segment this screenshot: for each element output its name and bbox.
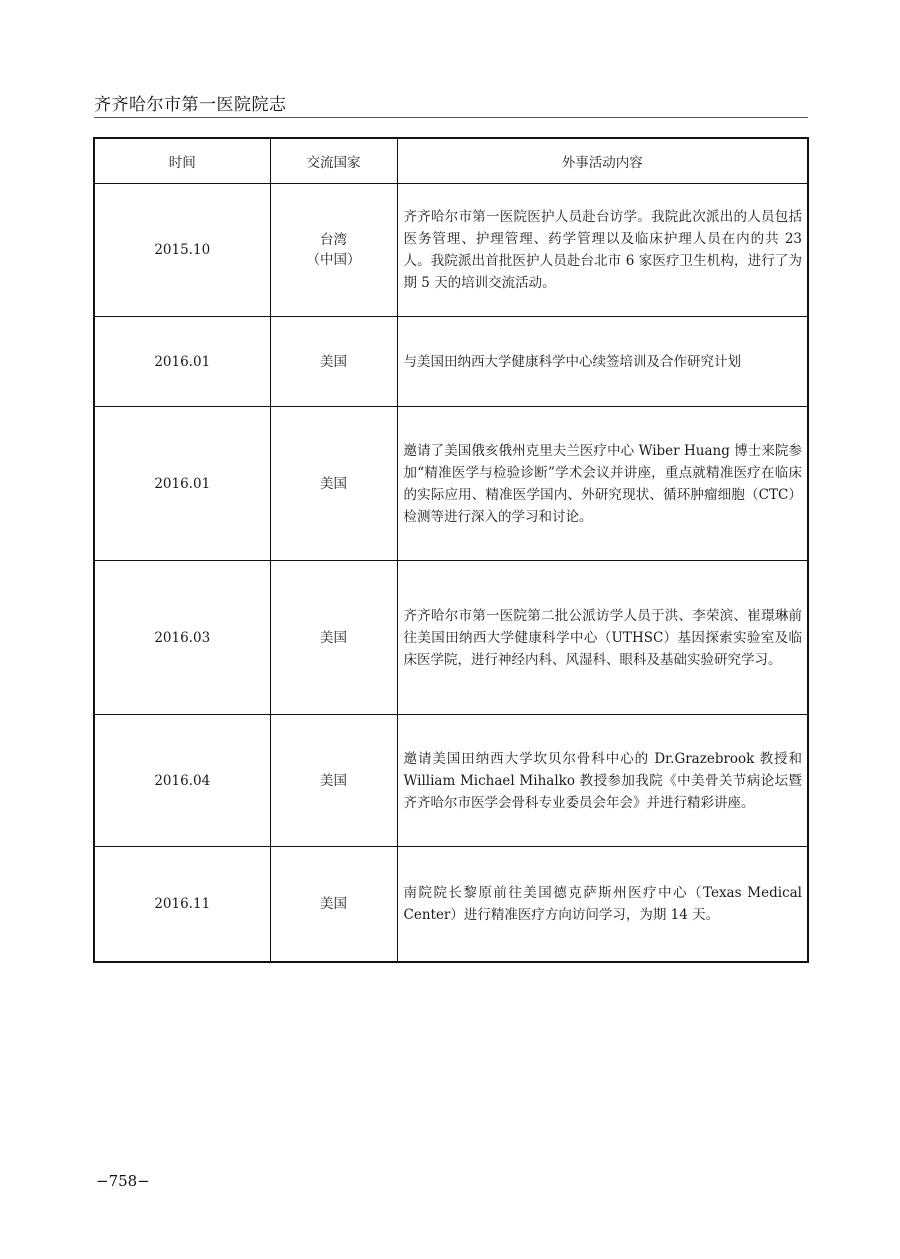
column-header-date: 时间: [94, 138, 270, 184]
column-header-content: 外事活动内容: [397, 138, 808, 184]
foreign-affairs-table: [93, 137, 809, 963]
country-cell: 美国: [270, 317, 397, 407]
content-cell: 齐齐哈尔市第一医院医护人员赴台访学。我院此次派出的人员包括医务管理、护理管理、药学管理以及临床护理人员在内的共 23 人。我院派出首批医护人员赴台北市 6 家医疗卫生机构，进行了为期 5 天的培训交流活动。: [397, 184, 808, 317]
date-cell: 2015.10: [94, 184, 270, 317]
content-cell: 南院院长黎原前往美国德克萨斯州医疗中心（Texas Medical Center）进行精准医疗方向访问学习，为期 14 天。: [397, 847, 808, 963]
country-qualifier: （中国）: [306, 252, 361, 268]
country-cell: 美国: [270, 407, 397, 561]
running-head: 齐齐哈尔市第一医院院志: [94, 95, 287, 115]
table-row: [94, 184, 808, 317]
table-row: [94, 407, 808, 561]
date-cell: 2016.01: [94, 317, 270, 407]
column-header-country: 交流国家: [270, 138, 397, 184]
country-cell: 美国: [270, 715, 397, 847]
date-cell: 2016.11: [94, 847, 270, 963]
table-row: [94, 561, 808, 715]
country-name: 台湾: [320, 232, 347, 248]
table-header-row: [94, 138, 808, 184]
header-rule: [94, 117, 808, 118]
country-cell: 美国: [270, 847, 397, 963]
table-row: [94, 847, 808, 963]
table-row: [94, 715, 808, 847]
content-cell: 与美国田纳西大学健康科学中心续签培训及合作研究计划: [397, 317, 808, 407]
page-number: −758−: [96, 1172, 150, 1190]
country-cell: [270, 184, 397, 317]
date-cell: 2016.03: [94, 561, 270, 715]
content-cell: 齐齐哈尔市第一医院第二批公派访学人员于洪、李荣滨、崔璟琳前往美国田纳西大学健康科学中心（UTHSC）基因探索实验室及临床医学院，进行神经内科、风湿科、眼科及基础实验研究学习。: [397, 561, 808, 715]
content-cell: 邀请美国田纳西大学坎贝尔骨科中心的 Dr.Grazebrook 教授和 William Michael Mihalko 教授参加我院《中美骨关节病论坛暨齐齐哈尔市医学会骨科专业委员会年会》并进行精彩讲座。: [397, 715, 808, 847]
date-cell: 2016.04: [94, 715, 270, 847]
table-row: [94, 317, 808, 407]
content-cell: 邀请了美国俄亥俄州克里夫兰医疗中心 Wiber Huang 博士来院参加“精准医学与检验诊断”学术会议并讲座，重点就精准医疗在临床的实际应用、精准医学国内、外研究现状、循环肿瘤细胞（CTC）检测等进行深入的学习和讨论。: [397, 407, 808, 561]
date-cell: 2016.01: [94, 407, 270, 561]
country-cell: 美国: [270, 561, 397, 715]
